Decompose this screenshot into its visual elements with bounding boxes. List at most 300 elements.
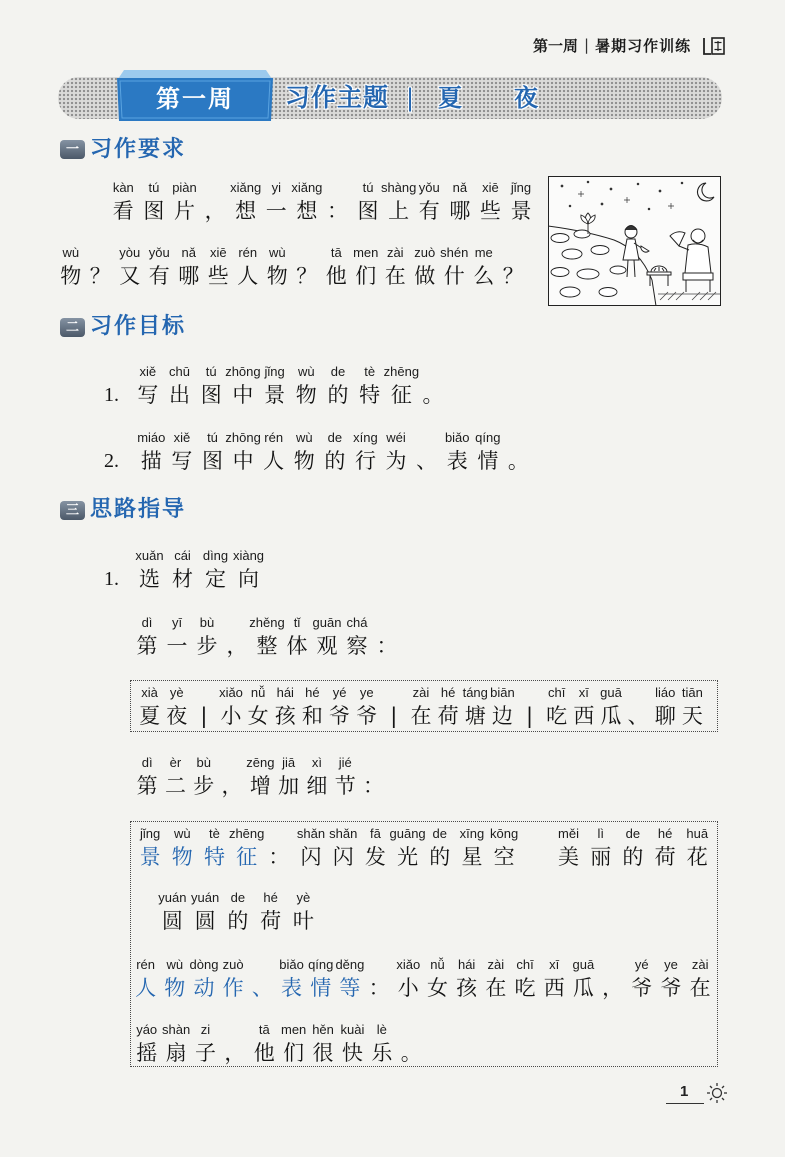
glyph-cell bbox=[250, 1020, 279, 1066]
hanzi-character: 在 bbox=[485, 976, 507, 1000]
hanzi-character: 片 bbox=[173, 199, 195, 223]
pinyin-syllable: tè bbox=[364, 364, 376, 379]
hanzi-character: 行 bbox=[354, 449, 376, 473]
hanzi-character: 。 bbox=[507, 449, 529, 473]
pinyin-syllable: zài bbox=[487, 957, 505, 972]
pinyin-syllable: me bbox=[474, 245, 493, 260]
hanzi-character: 特 bbox=[203, 845, 225, 869]
glyph-cell bbox=[169, 178, 200, 224]
pinyin-syllable: zài bbox=[691, 957, 709, 972]
pinyin-syllable: jǐng bbox=[264, 364, 285, 379]
glyph-cell bbox=[440, 243, 470, 289]
pinyin-syllable: wù bbox=[166, 957, 184, 972]
page-number: 1 bbox=[680, 1083, 689, 1100]
hanzi-character: 女 bbox=[426, 976, 448, 1000]
hanzi-character: 中 bbox=[232, 383, 254, 407]
glyph-cell bbox=[350, 428, 381, 474]
hanzi-character: 写 bbox=[137, 383, 159, 407]
glyph-cell bbox=[359, 753, 387, 799]
hanzi-character: 二 bbox=[164, 774, 186, 798]
glyph-cell bbox=[342, 613, 372, 659]
pinyin-syllable: lì bbox=[597, 826, 604, 841]
glyph-cell bbox=[161, 1020, 190, 1066]
glyph-cell bbox=[312, 613, 342, 659]
hanzi-character: 些 bbox=[207, 264, 229, 288]
hanzi-character: 景 bbox=[510, 199, 532, 223]
glyph-cell bbox=[192, 613, 222, 659]
pinyin-syllable: huā bbox=[686, 826, 709, 841]
hanzi-character: 爷 bbox=[329, 704, 351, 728]
glyph-cell bbox=[197, 428, 228, 474]
pinyin-syllable: rén bbox=[264, 430, 284, 445]
glyph-cell bbox=[277, 955, 306, 1001]
hanzi-character: 看 bbox=[112, 199, 134, 223]
glyph-cell bbox=[190, 753, 218, 799]
glyph-cell bbox=[354, 362, 386, 408]
glyph-cell bbox=[279, 1020, 308, 1066]
glyph-cell bbox=[139, 178, 170, 224]
hanzi-character: 荷 bbox=[437, 704, 459, 728]
pinyin-syllable: de bbox=[625, 826, 641, 841]
hanzi-character: 人 bbox=[135, 976, 157, 1000]
glyph-cell bbox=[394, 955, 423, 1001]
goal-number: 2. bbox=[104, 450, 119, 472]
hanzi-character: 表 bbox=[446, 449, 468, 473]
hanzi-character: 、 bbox=[627, 704, 649, 728]
hanzi-character: 中 bbox=[232, 449, 254, 473]
step-number: 1. bbox=[104, 568, 119, 590]
pinyin-syllable: ye bbox=[359, 685, 374, 700]
glyph-cell bbox=[108, 178, 139, 224]
glyph-cell bbox=[417, 362, 449, 408]
pinyin-syllable: yǒu bbox=[148, 245, 170, 260]
goal-line-2 bbox=[136, 428, 534, 474]
glyph-cell bbox=[225, 428, 261, 474]
glyph-cell bbox=[652, 683, 679, 729]
step-one-line bbox=[132, 613, 402, 659]
pinyin-syllable: xiē bbox=[482, 180, 499, 195]
pinyin-syllable: ye bbox=[664, 957, 678, 972]
hanzi-character: 星 bbox=[461, 845, 483, 869]
glyph-cell bbox=[289, 428, 320, 474]
hanzi-character: 摇 bbox=[136, 1041, 158, 1065]
hanzi-character: 的 bbox=[227, 909, 249, 933]
pinyin-syllable: tú bbox=[207, 430, 218, 445]
hanzi-character: 征 bbox=[390, 383, 412, 407]
pinyin-syllable: kōng bbox=[490, 826, 519, 841]
glyph-cell bbox=[198, 824, 230, 870]
glyph-cell bbox=[261, 178, 292, 224]
pinyin-syllable: dìng bbox=[202, 548, 229, 563]
pinyin-syllable: èr bbox=[169, 755, 182, 770]
glyph-cell bbox=[442, 428, 473, 474]
glyph-cell bbox=[597, 683, 624, 729]
glyph-cell bbox=[164, 362, 196, 408]
section-number-icon: 一 bbox=[60, 140, 85, 159]
hanzi-character: 物 bbox=[295, 383, 317, 407]
glyph-cell bbox=[134, 824, 166, 870]
hanzi-character: 又 bbox=[119, 264, 141, 288]
glyph-cell bbox=[227, 362, 259, 408]
pinyin-syllable: hé bbox=[440, 685, 456, 700]
pinyin-syllable: wéi bbox=[386, 430, 406, 445]
hanzi-character: 空 bbox=[493, 845, 515, 869]
glyph-cell bbox=[359, 824, 391, 870]
hanzi-character: ： bbox=[376, 634, 398, 658]
glyph-cell bbox=[326, 683, 353, 729]
glyph-cell bbox=[380, 178, 417, 224]
pinyin-syllable: miáo bbox=[137, 430, 166, 445]
pinyin-syllable: xiě bbox=[173, 430, 191, 445]
pinyin-syllable: de bbox=[327, 430, 343, 445]
glyph-cell bbox=[218, 753, 246, 799]
section-title-goals: 习作目标 bbox=[90, 314, 187, 339]
glyph-cell bbox=[161, 753, 189, 799]
pinyin-syllable: nǎ bbox=[181, 245, 196, 260]
hanzi-character: ？ bbox=[89, 264, 111, 288]
glyph-cell bbox=[230, 178, 261, 224]
hanzi-character: 他 bbox=[253, 1041, 275, 1065]
glyph-cell bbox=[220, 1020, 249, 1066]
requirement-line-1 bbox=[108, 178, 536, 224]
glyph-cell bbox=[308, 1020, 337, 1066]
sun-icon bbox=[705, 1081, 729, 1105]
hanzi-character: 光 bbox=[397, 845, 419, 869]
pinyin-syllable: bù bbox=[196, 755, 211, 770]
glyph-cell bbox=[136, 683, 163, 729]
glyph-cell bbox=[174, 243, 204, 289]
hanzi-character: 荷 bbox=[260, 909, 282, 933]
detail-line-1 bbox=[134, 824, 713, 870]
pinyin-syllable: yòu bbox=[119, 245, 141, 260]
glyph-cell bbox=[299, 683, 326, 729]
glyph-cell bbox=[481, 955, 510, 1001]
glyph-cell bbox=[569, 955, 598, 1001]
glyph-cell bbox=[488, 824, 520, 870]
hanzi-character: 出 bbox=[169, 383, 191, 407]
pinyin-syllable: dòng bbox=[189, 957, 219, 972]
pinyin-syllable: shén bbox=[440, 245, 469, 260]
glyph-cell bbox=[625, 683, 652, 729]
hanzi-character: 想 bbox=[235, 199, 257, 223]
pinyin-syllable: dì bbox=[141, 615, 153, 630]
glyph-cell bbox=[389, 824, 426, 870]
glyph-cell bbox=[397, 1020, 426, 1066]
hanzi-character: 的 bbox=[327, 383, 349, 407]
glyph-cell bbox=[189, 888, 222, 934]
hanzi-character: 乐 bbox=[371, 1041, 393, 1065]
glyph-cell bbox=[219, 955, 248, 1001]
glyph-cell bbox=[383, 362, 420, 408]
glyph-cell bbox=[656, 955, 685, 1001]
glyph-cell bbox=[132, 1020, 161, 1066]
pinyin-syllable: chū bbox=[169, 364, 191, 379]
hanzi-character: 瓜 bbox=[600, 704, 622, 728]
glyph-cell bbox=[56, 243, 86, 289]
hanzi-character: 圆 bbox=[194, 909, 216, 933]
hanzi-character: 西 bbox=[573, 704, 595, 728]
pinyin-syllable: yé bbox=[634, 957, 649, 972]
hanzi-character: 西 bbox=[543, 976, 565, 1000]
page-number-rule bbox=[666, 1103, 704, 1104]
glyph-cell bbox=[306, 955, 335, 1001]
hanzi-character: 作 bbox=[222, 976, 244, 1000]
glyph-cell bbox=[191, 1020, 220, 1066]
goal-number: 1. bbox=[104, 384, 119, 406]
pinyin-syllable: kàn bbox=[112, 180, 134, 195]
pinyin-syllable: zhěng bbox=[249, 615, 285, 630]
hanzi-character: 动 bbox=[193, 976, 215, 1000]
glyph-cell bbox=[510, 955, 539, 1001]
pinyin-syllable: hé bbox=[305, 685, 320, 700]
hanzi-character: 在 bbox=[384, 264, 406, 288]
hanzi-character: 天 bbox=[681, 704, 703, 728]
glyph-cell bbox=[322, 243, 352, 289]
glyph-cell bbox=[627, 955, 656, 1001]
pinyin-syllable: xiě bbox=[139, 364, 157, 379]
hanzi-character: 图 bbox=[357, 199, 379, 223]
hanzi-character: 孩 bbox=[456, 976, 478, 1000]
glyph-cell bbox=[407, 683, 434, 729]
section-number-icon: 三 bbox=[60, 501, 85, 520]
hanzi-character: 等 bbox=[339, 976, 361, 1000]
hanzi-character: 特 bbox=[359, 383, 381, 407]
hanzi-character: 什 bbox=[443, 264, 465, 288]
pinyin-syllable: tè bbox=[209, 826, 220, 841]
glyph-cell bbox=[681, 824, 713, 870]
glyph-cell bbox=[445, 178, 476, 224]
pinyin-syllable: hái bbox=[276, 685, 294, 700]
pinyin-syllable: zài bbox=[386, 245, 404, 260]
hanzi-character: 有 bbox=[418, 199, 440, 223]
hanzi-character: 定 bbox=[205, 567, 226, 591]
glyph-cell bbox=[249, 613, 285, 659]
hanzi-character: 有 bbox=[148, 264, 170, 288]
pinyin-syllable: yáo bbox=[136, 1022, 158, 1037]
pinyin-syllable: zài bbox=[412, 685, 430, 700]
glyph-cell bbox=[351, 243, 381, 289]
hanzi-character: | bbox=[526, 704, 534, 728]
hanzi-character: 们 bbox=[283, 1041, 305, 1065]
hanzi-character: 荷 bbox=[654, 845, 676, 869]
hanzi-character: 快 bbox=[341, 1041, 363, 1065]
hanzi-character: 想 bbox=[296, 199, 318, 223]
running-header bbox=[533, 34, 691, 56]
pinyin-syllable: xiǎng bbox=[230, 180, 262, 195]
pinyin-syllable: chī bbox=[516, 957, 534, 972]
hanzi-character: 夜 bbox=[166, 704, 188, 728]
glyph-cell bbox=[372, 613, 402, 659]
glyph-cell bbox=[452, 955, 481, 1001]
pinyin-syllable: wù bbox=[62, 245, 80, 260]
hanzi-character: 他 bbox=[325, 264, 347, 288]
glyph-cell bbox=[411, 428, 442, 474]
hanzi-character: 的 bbox=[429, 845, 451, 869]
hanzi-character: 和 bbox=[301, 704, 323, 728]
glyph-cell bbox=[365, 955, 394, 1001]
pinyin-syllable: yè bbox=[169, 685, 184, 700]
glyph-cell bbox=[222, 613, 252, 659]
hanzi-character: 闪 bbox=[332, 845, 354, 869]
glyph-cell bbox=[190, 683, 217, 729]
pinyin-syllable: biǎo bbox=[279, 957, 304, 972]
hanzi-character: 观 bbox=[316, 634, 338, 658]
glyph-cell bbox=[322, 178, 353, 224]
hanzi-character: 物 bbox=[60, 264, 82, 288]
hanzi-character: 步 bbox=[196, 634, 218, 658]
glyph-cell bbox=[423, 955, 452, 1001]
step-two-line bbox=[133, 753, 388, 799]
hanzi-character: 哪 bbox=[449, 199, 471, 223]
glyph-cell bbox=[156, 888, 189, 934]
hanzi-character: 人 bbox=[263, 449, 285, 473]
pinyin-syllable: qíng bbox=[475, 430, 501, 445]
glyph-cell bbox=[381, 428, 412, 474]
pinyin-syllable: zhēng bbox=[228, 826, 265, 841]
pinyin-syllable: zhēng bbox=[383, 364, 420, 379]
glyph-cell bbox=[353, 683, 380, 729]
pinyin-syllable: xīng bbox=[459, 826, 485, 841]
hanzi-character: 步 bbox=[193, 774, 215, 798]
detail-line-2 bbox=[156, 888, 320, 934]
pinyin-syllable: yuán bbox=[191, 890, 220, 905]
pinyin-syllable: lè bbox=[376, 1022, 387, 1037]
pinyin-syllable: zuò bbox=[414, 245, 436, 260]
goal-line-1 bbox=[132, 362, 449, 408]
glyph-cell bbox=[222, 888, 255, 934]
theme-title: 夏夜 bbox=[438, 84, 590, 112]
pinyin-syllable: xiǎo bbox=[396, 957, 421, 972]
glyph-cell bbox=[552, 824, 584, 870]
pinyin-syllable: wù bbox=[297, 364, 315, 379]
pinyin-syllable: měi bbox=[558, 826, 579, 841]
glyph-cell bbox=[258, 428, 289, 474]
pinyin-syllable: guā bbox=[572, 957, 595, 972]
hanzi-character: 吃 bbox=[514, 976, 536, 1000]
glyph-cell bbox=[133, 753, 161, 799]
hanzi-character: 图 bbox=[143, 199, 165, 223]
pinyin-syllable: yī bbox=[171, 615, 183, 630]
glyph-cell bbox=[499, 243, 529, 289]
pinyin-syllable: biān bbox=[490, 685, 515, 700]
hanzi-character: 表 bbox=[281, 976, 303, 1000]
hanzi-character: | bbox=[390, 704, 398, 728]
glyph-cell bbox=[649, 824, 681, 870]
pinyin-syllable: fā bbox=[369, 826, 381, 841]
pinyin-syllable: wù bbox=[173, 826, 191, 841]
pinyin-syllable: xià bbox=[141, 685, 158, 700]
glyph-cell bbox=[295, 824, 327, 870]
glyph-cell bbox=[133, 546, 166, 592]
glyph-cell bbox=[462, 683, 489, 729]
hanzi-character: 叶 bbox=[292, 909, 314, 933]
detail-line-4 bbox=[132, 1020, 426, 1066]
pinyin-syllable: de bbox=[432, 826, 448, 841]
glyph-cell bbox=[195, 362, 227, 408]
pinyin-syllable: nǎ bbox=[452, 180, 468, 195]
hanzi-character: 一 bbox=[265, 199, 287, 223]
glyph-cell bbox=[131, 955, 160, 1001]
hanzi-character: 们 bbox=[355, 264, 377, 288]
hanzi-character: ， bbox=[602, 976, 624, 1000]
theme-separator: | bbox=[406, 84, 415, 112]
pinyin-syllable: děng bbox=[335, 957, 365, 972]
pinyin-syllable: de bbox=[330, 364, 346, 379]
week-tab-label: 第一周 bbox=[156, 85, 234, 113]
pinyin-syllable: hěn bbox=[312, 1022, 334, 1037]
pinyin-syllable: zhōng bbox=[225, 364, 261, 379]
glyph-cell bbox=[435, 683, 462, 729]
hanzi-character: 节 bbox=[334, 774, 356, 798]
hanzi-character: ： bbox=[268, 845, 290, 869]
pinyin-syllable: cái bbox=[174, 548, 191, 563]
pinyin-syllable: táng bbox=[462, 685, 488, 700]
glyph-cell bbox=[217, 683, 244, 729]
glyph-cell bbox=[145, 243, 175, 289]
overview-line bbox=[136, 683, 706, 729]
hanzi-character: 图 bbox=[200, 383, 222, 407]
pinyin-syllable: guāng bbox=[389, 826, 426, 841]
hanzi-character: 么 bbox=[473, 264, 495, 288]
hanzi-character: ： bbox=[326, 199, 348, 223]
hanzi-character: 边 bbox=[491, 704, 513, 728]
glyph-cell bbox=[233, 243, 263, 289]
glyph-cell bbox=[327, 824, 359, 870]
hanzi-character: 爷 bbox=[660, 976, 682, 1000]
glyph-cell bbox=[686, 955, 715, 1001]
glyph-cell bbox=[167, 428, 198, 474]
glyph-cell bbox=[540, 955, 569, 1001]
pinyin-syllable: chī bbox=[548, 685, 566, 700]
pinyin-syllable: nǚ bbox=[430, 957, 445, 972]
glyph-cell bbox=[503, 428, 534, 474]
hanzi-character: 的 bbox=[324, 449, 346, 473]
hanzi-character: ， bbox=[224, 1041, 246, 1065]
hanzi-character: | bbox=[200, 704, 208, 728]
glyph-cell bbox=[414, 178, 445, 224]
hanzi-character: 察 bbox=[346, 634, 368, 658]
hanzi-character: 女 bbox=[247, 704, 269, 728]
hanzi-character: 小 bbox=[220, 704, 242, 728]
hanzi-character: 一 bbox=[166, 634, 188, 658]
glyph-cell bbox=[598, 955, 627, 1001]
glyph-cell bbox=[381, 243, 411, 289]
glyph-cell bbox=[410, 243, 440, 289]
hanzi-character: 第 bbox=[136, 634, 158, 658]
section-title-requirements: 习作要求 bbox=[90, 137, 187, 162]
glyph-cell bbox=[248, 955, 277, 1001]
hanzi-character: 景 bbox=[139, 845, 161, 869]
pinyin-syllable: liáo bbox=[655, 685, 676, 700]
hanzi-character: 选 bbox=[139, 567, 160, 591]
section-title-guidance: 思路指导 bbox=[90, 497, 187, 522]
glyph-cell bbox=[424, 824, 456, 870]
pinyin-syllable: rén bbox=[136, 957, 155, 972]
glyph-cell bbox=[115, 243, 145, 289]
hanzi-character: 爷 bbox=[631, 976, 653, 1000]
pinyin-syllable: zuò bbox=[222, 957, 244, 972]
pinyin-syllable: jié bbox=[338, 755, 352, 770]
hanzi-character: 描 bbox=[140, 449, 162, 473]
glyph-cell bbox=[132, 613, 162, 659]
pinyin-syllable: men bbox=[353, 245, 379, 260]
pinyin-syllable: xiǎo bbox=[219, 685, 243, 700]
pinyin-syllable: bù bbox=[199, 615, 215, 630]
hanzi-character: ？ bbox=[502, 264, 524, 288]
pinyin-syllable: xiàng bbox=[232, 548, 265, 563]
hanzi-character: ？ bbox=[296, 264, 318, 288]
pinyin-syllable: dì bbox=[141, 755, 153, 770]
